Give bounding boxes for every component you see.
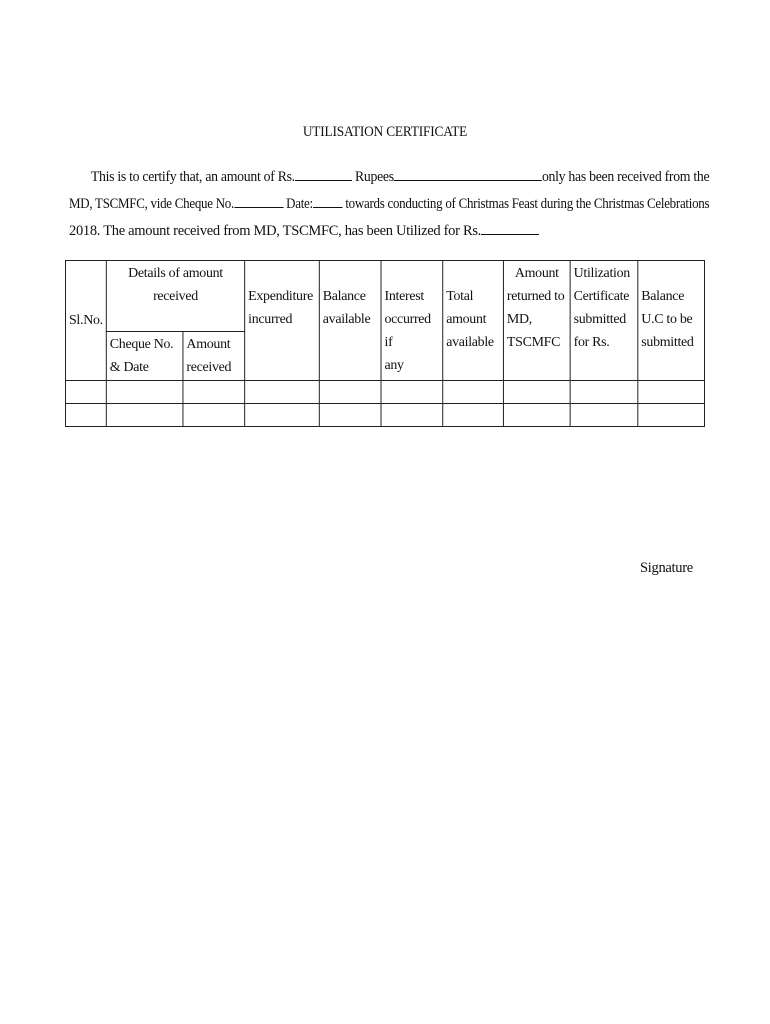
- header-expenditure-line1: Expenditure: [248, 289, 313, 304]
- header-returned-line2: returned to: [506, 289, 565, 304]
- table-cell[interactable]: [65, 404, 106, 427]
- text-rupees: Rupees: [351, 169, 394, 185]
- header-total-line2: amount: [446, 312, 487, 327]
- text-cheque-no: MD, TSCMFC, vide Cheque No.: [69, 196, 234, 212]
- amount-rs-blank[interactable]: [295, 166, 352, 181]
- table-cell[interactable]: [245, 381, 320, 404]
- table-cell[interactable]: [65, 381, 106, 404]
- table-cell[interactable]: [106, 404, 183, 427]
- header-interest-line2: occurred if: [384, 312, 431, 350]
- utilisation-table: [65, 260, 705, 427]
- header-expenditure: [245, 261, 320, 381]
- header-interest-line1: Interest: [384, 289, 424, 304]
- header-amount-line2: received: [186, 360, 232, 375]
- header-slno-text: Sl.No.: [68, 313, 103, 328]
- header-cheque-line1: Cheque No.: [109, 337, 174, 352]
- header-details: [106, 261, 244, 332]
- table-cell[interactable]: [570, 381, 638, 404]
- rupees-words-blank[interactable]: [394, 166, 542, 181]
- header-uc-submitted: [570, 261, 638, 381]
- table-cell[interactable]: [319, 404, 381, 427]
- header-row-1: [65, 261, 704, 332]
- date-blank[interactable]: [313, 193, 342, 208]
- header-total-line1: Total: [446, 289, 474, 304]
- header-details-line1: Details of amount: [128, 266, 223, 281]
- table-cell[interactable]: [183, 381, 245, 404]
- header-returned-line4: TSCMFC: [506, 335, 561, 350]
- signature-label: Signature: [640, 560, 693, 576]
- header-balance-uc-line3: submitted: [641, 335, 694, 350]
- header-balance-uc-line2: U.C to be: [641, 312, 693, 327]
- table-cell[interactable]: [570, 404, 638, 427]
- header-cheque-date: [106, 332, 183, 381]
- header-total-line3: available: [446, 335, 494, 350]
- header-balance-uc: [638, 261, 705, 381]
- utilized-rs-blank[interactable]: [481, 220, 539, 235]
- header-details-line2: received: [153, 289, 198, 304]
- header-uc-line2: Certificate: [573, 289, 630, 304]
- header-amount-received: [183, 332, 245, 381]
- cheque-no-blank[interactable]: [234, 193, 283, 208]
- certificate-paragraph: [69, 164, 709, 245]
- text-amount-intro: This is to certify that, an amount of Rs.: [90, 169, 295, 185]
- text-received-from: only has been received from the: [541, 169, 710, 185]
- header-expenditure-line2: incurred: [248, 312, 293, 327]
- header-amount-line1: Amount: [186, 337, 231, 352]
- header-slno: [65, 261, 106, 381]
- table-cell[interactable]: [183, 404, 245, 427]
- header-balance-uc-line1: Balance: [641, 289, 685, 304]
- paragraph-line-2: [69, 191, 710, 218]
- table-cell[interactable]: [443, 404, 504, 427]
- table-cell[interactable]: [638, 381, 705, 404]
- header-total: [443, 261, 504, 381]
- header-interest: [381, 261, 443, 381]
- document-title: UTILISATION CERTIFICATE: [302, 124, 468, 140]
- header-balance-line1: Balance: [322, 289, 366, 304]
- table-row: [65, 404, 704, 427]
- table-cell[interactable]: [443, 381, 504, 404]
- header-interest-line3: any: [384, 358, 404, 373]
- table-row: [65, 381, 704, 404]
- header-amount-returned: [503, 261, 570, 381]
- header-returned-line3: MD,: [506, 312, 532, 327]
- header-uc-line4: for Rs.: [573, 335, 610, 350]
- table-cell[interactable]: [381, 381, 443, 404]
- header-balance-line2: available: [322, 312, 371, 327]
- text-purpose: towards conducting of Christmas Feast during the Christmas Celebrations: [342, 196, 710, 212]
- table-cell[interactable]: [638, 404, 705, 427]
- table-cell[interactable]: [381, 404, 443, 427]
- table-cell[interactable]: [245, 404, 320, 427]
- header-returned-line1: Amount: [514, 266, 559, 281]
- table-cell[interactable]: [503, 404, 570, 427]
- header-uc-line1: Utilization: [573, 266, 630, 281]
- paragraph-line-3: [69, 218, 709, 245]
- table-cell[interactable]: [503, 381, 570, 404]
- header-cheque-line2: & Date: [109, 360, 149, 375]
- text-date: Date:: [283, 196, 313, 212]
- header-uc-line3: submitted: [573, 312, 626, 327]
- header-balance: [319, 261, 381, 381]
- paragraph-line-1: [69, 164, 710, 191]
- table-cell[interactable]: [106, 381, 183, 404]
- table-cell[interactable]: [319, 381, 381, 404]
- text-utilized-for: 2018. The amount received from MD, TSCMFC, has been Utilized for Rs.: [69, 223, 481, 239]
